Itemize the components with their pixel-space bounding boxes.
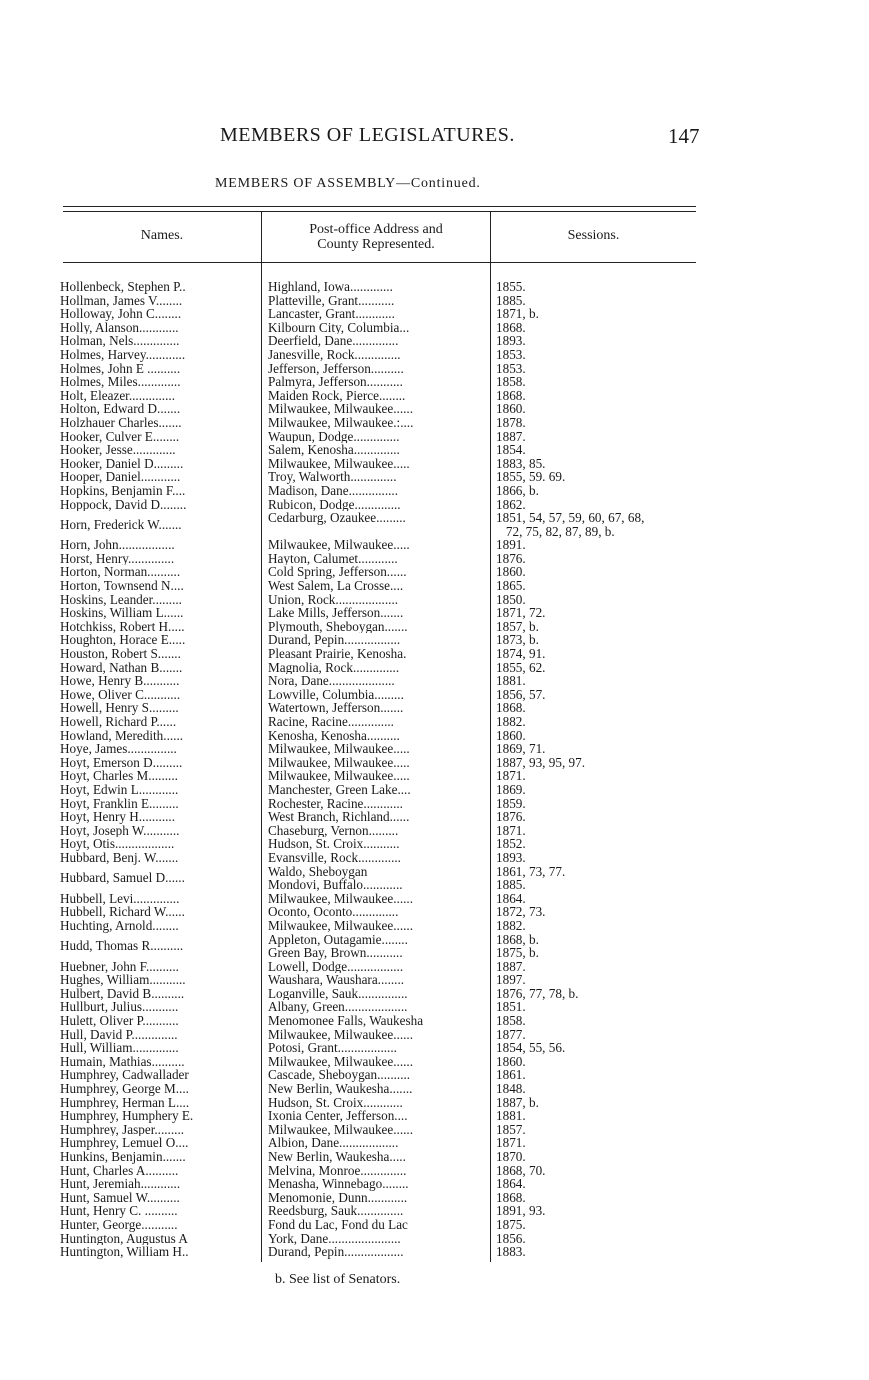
member-sessions: 1862. [496,496,526,512]
member-name: Hunt, Henry C. .......... [60,1204,178,1218]
member-address: Chaseburg, Vernon......... [268,823,399,838]
member-name: Hollenbeck, Stephen P.. [60,280,186,294]
member-name: Hoyt, Henry H........... [60,810,176,824]
member-name: Hudd, Thomas R.......... [60,939,184,953]
member-sessions: 1854. [496,442,526,458]
member-name: Horton, Norman.......... [60,565,181,580]
member-sessions: 1876, 77, 78, b. [496,985,579,1001]
member-sessions: 1864. [496,1176,526,1192]
table-row [0,470,869,484]
member-sessions: 1868. [496,1189,526,1205]
table-row [0,552,869,566]
member-address: Jefferson, Jefferson.......... [268,361,404,376]
member-sessions: 1881. [496,673,526,689]
table-row [0,307,869,321]
member-address: York, Dane...................... [268,1231,401,1246]
table-row [0,633,869,647]
member-sessions: 1885. [496,292,526,308]
member-name: Humphrey, Cadwallader [60,1068,189,1083]
member-sessions: 1887. [496,428,526,444]
member-address: New Berlin, Waukesha....... [268,1082,413,1096]
footnote: b. See list of Senators. [275,1272,401,1287]
member-name: Hopkins, Benjamin F.... [60,483,186,498]
member-name: Hunt, Jeremiah............ [60,1177,181,1191]
member-name: Hoye, James............... [60,742,177,756]
table-row [0,457,869,471]
member-sessions: 1871, 72. [496,605,546,621]
member-name: Hunt, Charles A.......... [60,1163,179,1178]
member-address: Plymouth, Sheboygan....... [268,619,408,634]
table-row [0,1068,869,1082]
member-address: Watertown, Jefferson....... [268,701,404,715]
member-sessions: 1881. [496,1108,526,1124]
member-address: Evansville, Rock............. [268,850,401,865]
table-row [0,511,869,538]
table-row [0,797,869,811]
member-name: Holt, Eleazer.............. [60,388,175,403]
member-name: Hunkins, Benjamin....... [60,1150,186,1164]
member-name: Holloway, John C........ [60,307,182,321]
member-address: Milwaukee, Milwaukee...... [268,1122,414,1137]
member-name: Howard, Nathan B....... [60,660,183,675]
member-address: Deerfield, Dane.............. [268,334,399,348]
member-name: Howland, Meredith...... [60,728,184,743]
table-row [0,538,869,552]
table-row [0,905,869,919]
member-address: Menomonee Falls, Waukesha [268,1014,424,1028]
table-row [0,375,869,389]
member-address: Milwaukee, Milwaukee..... [268,456,410,471]
table-row [0,280,869,294]
member-name: Hotchkiss, Robert H..... [60,619,185,634]
member-sessions: 1893. [496,849,526,865]
table-row [0,1245,869,1259]
member-sessions: 1858. [496,1013,526,1029]
member-name: Houston, Robert S....... [60,647,181,661]
table-row [0,1028,869,1042]
table-row [0,674,869,688]
member-address: Milwaukee, Milwaukee..... [268,769,410,783]
member-sessions: 1887, b. [496,1094,539,1110]
column-header-names: Names. [140,228,184,243]
member-address: Lake Mills, Jefferson....... [268,606,404,620]
table-row [0,729,869,743]
table-row [0,334,869,348]
member-sessions: 1856. [496,1230,526,1246]
table-row [0,1232,869,1246]
table-top-rule [63,206,696,207]
member-address: Potosi, Grant.................. [268,1041,397,1055]
member-sessions: 1858. [496,374,526,390]
member-address: Platteville, Grant........... [268,293,395,308]
member-sessions: 1871. [496,1135,526,1151]
member-sessions: 1850. [496,591,526,607]
table-row [0,933,869,960]
member-address: Hayton, Calumet............ [268,551,398,566]
member-sessions: 1876. [496,550,526,566]
member-address: Albion, Dane.................. [268,1136,399,1150]
page-number: 147 [668,124,700,148]
member-address: West Salem, La Crosse.... [268,579,404,593]
table-row [0,810,869,824]
member-address: West Branch, Richland...... [268,810,410,824]
member-sessions: 1855, 59. 69. [496,469,566,485]
member-sessions: 1861. [496,1067,526,1083]
table-row [0,1123,869,1137]
member-name: Hoyt, Franklin E......... [60,796,179,811]
member-sessions: 1857, b. [496,618,539,634]
member-sessions: 1897. [496,972,526,988]
member-address: Cold Spring, Jefferson...... [268,565,407,580]
member-sessions: 1869, 71. [496,741,546,757]
member-name: Holmes, John E .......... [60,361,181,376]
table-row [0,647,869,661]
member-address: Lowville, Columbia......... [268,687,404,702]
member-name: Hoyt, Joseph W........... [60,823,180,838]
member-name: Holmes, Harvey............ [60,347,186,362]
member-name: Hullburt, Julius........... [60,1000,179,1015]
member-address: Manchester, Green Lake.... [268,782,411,797]
member-address: Lancaster, Grant............ [268,307,395,321]
member-address: Cascade, Sheboygan.......... [268,1068,411,1083]
member-address: Reedsburg, Sauk.............. [268,1204,404,1218]
members-table-body [0,280,869,1259]
member-name: Hubbell, Levi.............. [60,891,180,906]
table-row [0,443,869,457]
table-row [0,1191,869,1205]
member-name: Humphrey, Humphery E. [60,1109,194,1123]
member-address: Magnolia, Rock.............. [268,660,400,675]
member-sessions: 1866, b. [496,482,539,498]
member-address: New Berlin, Waukesha..... [268,1150,406,1164]
table-row [0,824,869,838]
member-address: Troy, Walworth.............. [268,470,397,484]
member-sessions: 1860. [496,401,526,417]
member-sessions: 1855. [496,279,526,294]
member-sessions: 1855, 62. [496,659,546,675]
member-address: Oconto, Oconto.............. [268,905,399,919]
member-sessions: 1887. [496,958,526,974]
member-address: Milwaukee, Milwaukee...... [268,1054,414,1069]
table-row [0,851,869,865]
member-sessions: 1865. [496,578,526,594]
member-address: Milwaukee, Milwaukee..... [268,755,410,770]
member-sessions: 1891. [496,537,526,553]
member-address: Kenosha, Kenosha.......... [268,728,400,743]
table-row [0,416,869,430]
member-address: Salem, Kenosha.............. [268,443,400,457]
member-sessions: 1857. [496,1121,526,1137]
member-address: Milwaukee, Milwaukee...... [268,891,414,906]
table-row [0,1164,869,1178]
member-name: Horst, Henry.............. [60,551,175,566]
table-row [0,1177,869,1191]
member-sessions: 1875. [496,1216,526,1232]
table-row [0,620,869,634]
table-row [0,484,869,498]
member-sessions: 1860. [496,564,526,580]
member-name: Hoyt, Otis.................. [60,837,175,851]
member-name: Humphrey, George M.... [60,1082,189,1096]
member-address: Milwaukee, Milwaukee...... [268,1027,414,1042]
member-name: Hubbell, Richard W...... [60,905,185,919]
member-address: Lowell, Dodge................. [268,959,404,974]
member-name: Hollman, James V........ [60,293,183,308]
member-sessions: 1882. [496,917,526,933]
member-name: Hulbert, David B.......... [60,986,185,1001]
member-address: Waldo, Sheboygan Mondovi, Buffalo............ [268,864,403,892]
member-address: Albany, Green................... [268,1000,408,1015]
member-sessions: 1851, 54, 57, 59, 60, 67, 68, 72, 75, 82, 87, 89, b. [496,510,645,539]
member-name: Howell, Richard P...... [60,715,177,729]
member-name: Houghton, Horace E..... [60,633,186,648]
table-row [0,715,869,729]
table-row [0,1041,869,1055]
table-row [0,1218,869,1232]
member-sessions: 1876. [496,809,526,825]
member-name: Hoppock, David D........ [60,497,187,512]
member-address: Milwaukee, Milwaukee.:.... [268,415,414,430]
member-sessions: 1868, b. 1875, b. [496,931,539,961]
table-row [0,661,869,675]
table-row [0,1150,869,1164]
member-address: Janesville, Rock.............. [268,347,401,362]
member-name: Holton, Edward D....... [60,402,181,416]
member-sessions: 1869. [496,781,526,797]
member-name: Huchting, Arnold........ [60,918,179,933]
member-address: Hudson, St. Croix........... [268,837,400,851]
table-row [0,1109,869,1123]
member-name: Huebner, John F.......... [60,959,179,974]
member-sessions: 1852. [496,836,526,852]
member-sessions: 1853. [496,346,526,362]
member-name: Hull, William.............. [60,1041,179,1055]
table-row [0,1000,869,1014]
member-name: Holly, Alanson............ [60,320,179,335]
table-row [0,498,869,512]
member-address: Durand, Pepin.................. [268,1245,404,1259]
member-sessions: 1861, 73, 77. 1885. [496,863,566,893]
member-address: Ixonia Center, Jefferson.... [268,1109,408,1123]
member-sessions: 1870. [496,1149,526,1164]
member-sessions: 1868, 70. [496,1162,546,1178]
table-row [0,1014,869,1028]
table-row [0,1136,869,1150]
table-row [0,348,869,362]
member-name: Howell, Henry S......... [60,701,179,715]
section-subtitle: MEMBERS OF ASSEMBLY—Continued. [215,176,481,191]
table-row [0,701,869,715]
member-address: Menomonie, Dunn............ [268,1190,408,1205]
member-sessions: 1878. [496,414,526,430]
member-address: Waupun, Dodge.............. [268,429,400,444]
table-row [0,321,869,335]
member-address: Loganville, Sauk............... [268,986,408,1001]
member-sessions: 1864. [496,890,526,906]
member-name: Hooker, Culver E........ [60,429,180,444]
member-sessions: 1868. [496,319,526,335]
member-name: Huntington, Augustus A [60,1231,188,1246]
member-name: Humphrey, Herman L.... [60,1095,190,1110]
member-sessions: 1868. [496,700,526,716]
member-address: Cedarburg, Ozaukee......... [268,511,406,525]
member-address: Milwaukee, Milwaukee...... [268,402,414,416]
member-address: Hudson, St. Croix............ [268,1095,403,1110]
column-header-address-line1: Post-office Address and [309,222,443,237]
member-name: Holman, Nels.............. [60,334,180,348]
member-name: Horn, Frederick W....... [60,517,182,532]
member-address: Highland, Iowa............. [268,280,393,294]
member-sessions: 1851. [496,999,526,1015]
member-name: Humain, Mathias.......... [60,1054,185,1069]
member-name: Hunt, Samuel W.......... [60,1190,180,1205]
member-sessions: 1860. [496,727,526,743]
member-name: Hooper, Daniel............ [60,470,181,484]
member-sessions: 1883. [496,1244,526,1260]
table-row [0,919,869,933]
member-sessions: 1877. [496,1026,526,1042]
table-row [0,987,869,1001]
member-address: Waushara, Waushara........ [268,973,405,987]
member-name: Howe, Henry B........... [60,674,180,688]
member-sessions: 1891, 93. [496,1203,546,1219]
table-header-rule [63,262,696,263]
member-sessions: 1883, 85. [496,455,546,471]
member-name: Horton, Townsend N.... [60,579,184,593]
table-row [0,294,869,308]
member-name: Hunter, George........... [60,1217,178,1232]
column-header-address-line2: County Represented. [317,237,435,252]
table-row [0,579,869,593]
member-sessions: 1871. [496,822,526,838]
member-name: Humphrey, Jasper......... [60,1122,185,1137]
page-title: MEMBERS OF LEGISLATURES. [220,124,515,146]
column-header-address [262,222,490,252]
member-sessions: 1868. [496,387,526,403]
table-row [0,1055,869,1069]
member-name: Huntington, William H.. [60,1245,189,1259]
member-name: Horn, John................. [60,538,175,552]
member-address: Madison, Dane............... [268,483,399,498]
member-sessions: 1871. [496,768,526,784]
member-sessions: 1871, b. [496,306,539,322]
member-sessions: 1882. [496,714,526,729]
member-name: Howe, Oliver C........... [60,687,181,702]
member-name: Hubbard, Samuel D...... [60,871,185,885]
table-row [0,402,869,416]
member-sessions: 1856, 57. [496,686,546,702]
table-row [0,688,869,702]
table-row [0,606,869,620]
member-name: Hubbard, Benj. W....... [60,850,179,865]
member-address: Rochester, Racine............ [268,796,403,811]
member-name: Hooker, Jesse............. [60,443,176,457]
table-row [0,389,869,403]
member-sessions: 1874, 91. [496,646,546,662]
member-name: Hughes, William........... [60,973,186,987]
member-sessions: 1887, 93, 95, 97. [496,754,586,770]
table-row [0,1204,869,1218]
member-name: Hoskins, Leander......... [60,592,182,607]
member-sessions: 1872, 73. [496,904,546,920]
table-row [0,783,869,797]
member-address: Melvina, Monroe.............. [268,1163,407,1178]
member-name: Hulett, Oliver P........... [60,1014,179,1028]
member-address: Milwaukee, Milwaukee..... [268,742,410,756]
member-sessions: 1873, b. [496,632,539,648]
member-sessions: 1848. [496,1081,526,1097]
table-row [0,892,869,906]
member-address: Fond du Lac, Fond du Lac [268,1217,408,1232]
member-name: Hoyt, Edwin L............ [60,782,179,797]
member-sessions: 1859. [496,795,526,811]
member-sessions: 1853. [496,360,526,376]
member-name: Humphrey, Lemuel O.... [60,1136,189,1150]
table-row [0,960,869,974]
member-address: Union, Rock................... [268,592,399,607]
member-address: Menasha, Winnebago........ [268,1177,409,1191]
member-name: Hull, David P.............. [60,1027,178,1042]
table-row [0,565,869,579]
member-address: Nora, Dane.................... [268,674,395,688]
member-address: Maiden Rock, Pierce........ [268,388,406,403]
member-address: Durand, Pepin................. [268,633,401,648]
member-address: Kilbourn City, Columbia... [268,320,410,335]
table-row [0,756,869,770]
member-name: Hoskins, William L...... [60,606,184,620]
table-row [0,1096,869,1110]
member-sessions: 1860. [496,1053,526,1069]
member-address: Milwaukee, Milwaukee..... [268,538,410,552]
column-header-sessions: Sessions. [567,228,620,243]
member-name: Hoyt, Charles M......... [60,769,178,783]
member-name: Hooker, Daniel D......... [60,456,184,471]
member-address: Racine, Racine.............. [268,715,394,729]
table-row [0,837,869,851]
member-address: Pleasant Prairie, Kenosha. [268,647,407,661]
table-row [0,973,869,987]
table-row [0,1082,869,1096]
table-row [0,865,869,892]
member-address: Palmyra, Jefferson........... [268,375,403,389]
table-row [0,769,869,783]
member-address: Appleton, Outagamie........ Green Bay, Brown........... [268,932,408,960]
table-row [0,430,869,444]
member-name: Holzhauer Charles....... [60,415,182,430]
member-address: Milwaukee, Milwaukee...... [268,918,414,933]
member-sessions: 1893. [496,333,526,349]
table-row [0,362,869,376]
member-address: Rubicon, Dodge.............. [268,497,401,512]
member-name: Hoyt, Emerson D......... [60,755,183,770]
table-row [0,742,869,756]
table-top-rule-inner [63,211,696,212]
table-row [0,593,869,607]
member-sessions: 1854, 55, 56. [496,1040,566,1056]
member-name: Holmes, Miles............. [60,375,181,389]
